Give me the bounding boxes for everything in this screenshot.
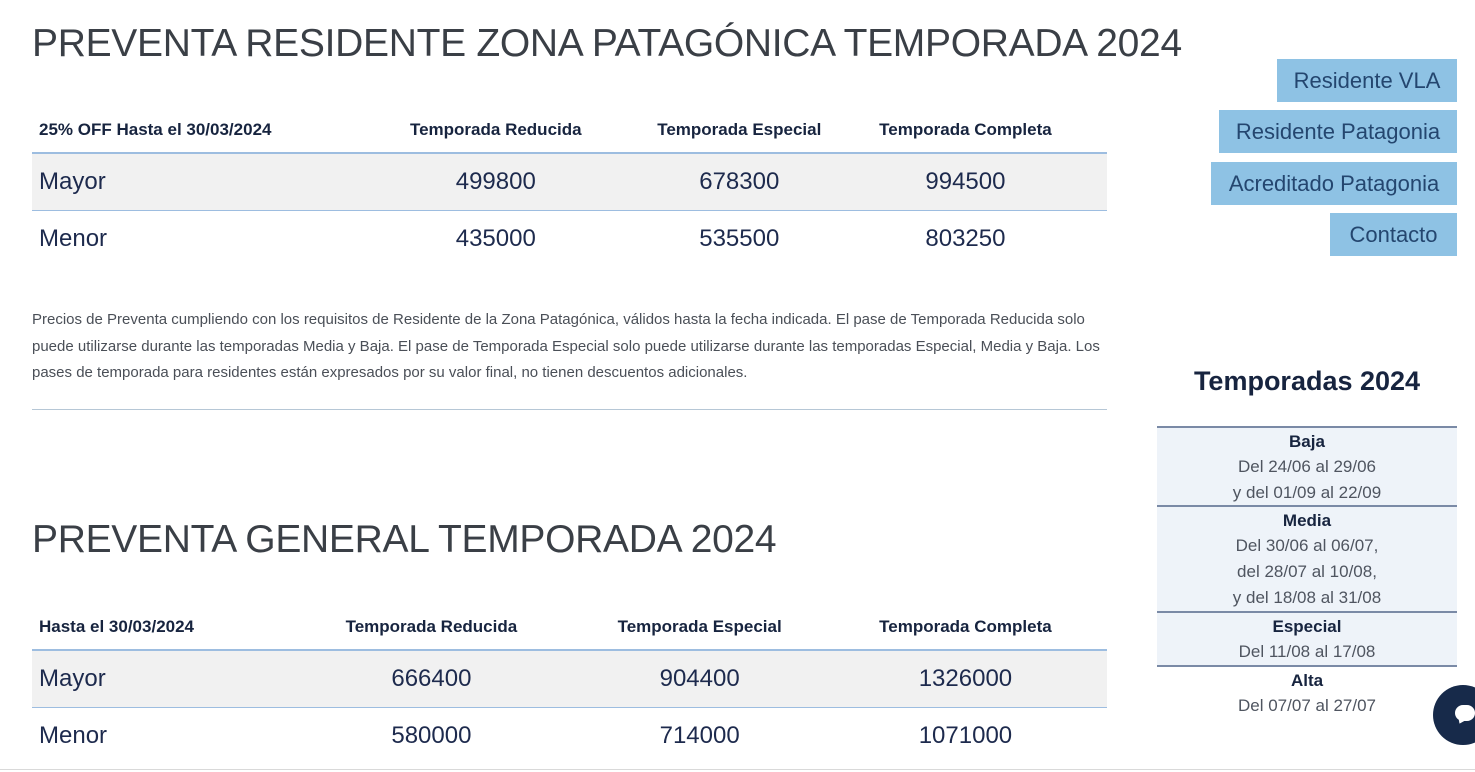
residente-vla-button[interactable]: Residente VLA xyxy=(1277,59,1457,102)
contacto-button[interactable]: Contacto xyxy=(1330,213,1457,256)
season-name: Especial xyxy=(1272,617,1342,636)
price-cell: 1326000 xyxy=(824,650,1107,708)
price-cell: 666400 xyxy=(287,650,575,708)
column-header-reducida: Temporada Reducida xyxy=(337,108,655,153)
seasons-title: Temporadas 2024 xyxy=(1193,366,1421,396)
season-dates: Del 24/06 al 29/06 xyxy=(1238,457,1376,476)
column-header-offer: 25% OFF Hasta el 30/03/2024 xyxy=(32,108,337,153)
season-alta xyxy=(1157,665,1457,719)
column-header-reducida: Temporada Reducida xyxy=(287,605,575,650)
column-header-completa: Temporada Completa xyxy=(824,605,1107,650)
season-name: Baja xyxy=(1289,432,1325,451)
price-cell: 499800 xyxy=(337,153,655,211)
season-dates: del 28/07 al 10/08, xyxy=(1237,562,1377,581)
season-media xyxy=(1157,505,1457,611)
price-cell: 803250 xyxy=(925,225,1006,252)
season-dates: Del 07/07 al 27/07 xyxy=(1238,696,1376,715)
price-cell: 678300 xyxy=(655,153,824,211)
row-label: Menor xyxy=(39,225,108,252)
table-row xyxy=(32,211,1107,268)
column-header-especial: Temporada Especial xyxy=(655,108,824,153)
season-name: Alta xyxy=(1290,671,1324,690)
price-cell: 994500 xyxy=(824,153,1107,211)
price-cell: 1071000 xyxy=(918,722,1013,749)
resident-price-note: Precios de Preventa cumpliendo con los requisitos de Residente de la Zona Patagónica, válidos hasta la fecha indicada. El pase de Temporada Reducida solo puede utilizarse durante las temporadas Media y Baja. El pase de Temporada Especial solo puede utilizarse durante las temporadas Especial, Media y Baja. Los pases de temporada para residentes están expresados por su valor final, no tienen descuentos adicionales. xyxy=(32,311,1100,381)
table-row xyxy=(32,153,1107,211)
season-dates: y del 18/08 al 31/08 xyxy=(1232,588,1382,607)
general-presale-title: PREVENTA GENERAL TEMPORADA 2024 xyxy=(32,518,777,561)
residente-patagonia-button[interactable]: Residente Patagonia xyxy=(1219,110,1457,153)
row-label: Mayor xyxy=(32,153,337,211)
price-cell: 435000 xyxy=(455,225,536,252)
price-cell: 714000 xyxy=(659,722,740,749)
column-header-especial: Temporada Especial xyxy=(575,605,823,650)
season-dates: y del 01/09 al 22/09 xyxy=(1232,483,1382,502)
section-divider xyxy=(32,409,1107,410)
table-row xyxy=(32,650,1107,708)
column-header-date: Hasta el 30/03/2024 xyxy=(32,605,287,650)
season-dates: Del 30/06 al 06/07, xyxy=(1235,536,1379,555)
table-row xyxy=(32,708,1107,765)
resident-price-table xyxy=(32,108,1107,267)
row-label: Menor xyxy=(39,722,108,749)
season-baja xyxy=(1157,426,1457,506)
price-cell: 535500 xyxy=(699,225,780,252)
price-cell: 580000 xyxy=(391,722,472,749)
column-header-completa: Temporada Completa xyxy=(824,108,1107,153)
page-bottom-rule xyxy=(0,769,1475,770)
general-price-table xyxy=(32,605,1107,764)
season-name: Media xyxy=(1282,511,1332,530)
resident-presale-title: PREVENTA RESIDENTE ZONA PATAGÓNICA TEMPORADA 2024 xyxy=(32,22,1182,65)
price-cell: 904400 xyxy=(575,650,823,708)
row-label: Mayor xyxy=(32,650,287,708)
acreditado-patagonia-button[interactable]: Acreditado Patagonia xyxy=(1211,162,1457,205)
season-dates: Del 11/08 al 17/08 xyxy=(1238,642,1376,661)
season-especial xyxy=(1157,611,1457,665)
